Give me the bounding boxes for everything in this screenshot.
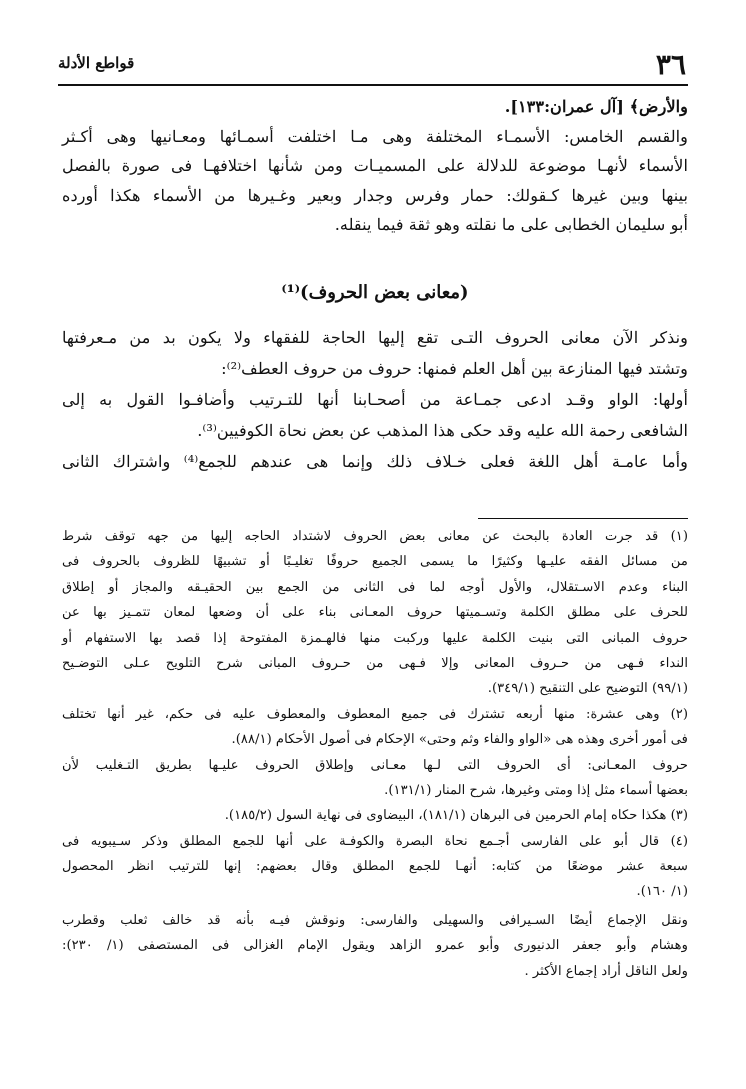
text-line: بينها وبين غيرها كـقولك: حمار وفرس وجدار وبعير وغـيرها من الأسماء هكذا أورده xyxy=(62,185,688,205)
text-line: وتشتد فيها المنازعة بين أهل العلم فمنها: حروف من حروف العطف⁽²⁾: xyxy=(221,359,688,378)
footnote-line: بعضها أسماء مثل إذا ومتى وغيرها، شرح المنار (١٣١/١). xyxy=(384,782,688,798)
footnote-line: (٤) قال أبو على الفارسى أجـمع نحاة البصرة والكوفـة على أنها للجمع المطلق وذكر سـيبويه فى xyxy=(62,833,688,849)
text-line: الأسماء لأنهـا موضوعة للدلالة على المسميـات ومن شأنها اختلافهـا فى صورة بالفصل xyxy=(62,156,688,176)
text-line: الشافعى رحمة الله عليه وقد حكى هذا المذهب عن بعض نحاة الكوفيين⁽³⁾. xyxy=(197,421,688,440)
text-line: وأما عامـة أهل اللغة فعلى خـلاف ذلك وإنما هى عندهم للجمع⁽⁴⁾ واشتراك الثانى xyxy=(62,452,688,471)
footnote-line: ونقل الإجماع أيضًا السـيرافى والسهيلى والفارسى: ونوقش فيـه بأنه قد خالف ثعلب وقطرب xyxy=(62,912,688,928)
footnote-line: (٢) وهى عشرة: منها أربعه تشترك فى جميع المعطوف والمعطوف عليه فى حكم، غير أنها تختلف xyxy=(62,706,688,722)
footnotes xyxy=(62,524,688,984)
footnote-line: (٣) هكذا حكاه إمام الحرمين فى البرهان (١٨١/١)، البيضاوى فى نهاية السول (١٨٥/٢). xyxy=(224,808,688,824)
section-title: (معانى بعض الحروف)⁽¹⁾ xyxy=(281,282,469,303)
footnote-line: ولعل الناقل أراد إجماع الأكثر . xyxy=(524,963,688,979)
text-line: والأرض﴾ [آل عمران:١٣٣]. xyxy=(504,97,688,116)
footnote-line: من مسائل الفقه عليـها وكثيرًا ما يسمى الجميع حروفًا تغليـبًا أو تشبيهًا للظروف بالحروف فى xyxy=(62,554,688,570)
text-line: والقسم الخامس: الأسمـاء المختلفة وهى مـا اختلفت أسمـائها ومعـانيها وهى أكـثر xyxy=(62,126,688,146)
running-title: قواطع الأدلة xyxy=(58,54,135,72)
footnote-separator xyxy=(478,518,688,519)
main-text-continued xyxy=(62,322,688,477)
footnote-line: (١/ ١٦٠). xyxy=(636,884,688,900)
footnote-line: حروف المعـانى: أى الحروف التى لـها معـانى وإطلاق الحروف عليـها بطريق التـغليب لأن xyxy=(62,757,688,773)
footnote-line: البناء وعدم الاسـتقلال، والأول أوجه لما فى الثانى من الجمع بين الحقيـقه والمجاز أو إطلاق xyxy=(62,579,688,595)
text-line: أبو سليمان الخطابى على ما نقلته وهو ثقة فيما ينقله. xyxy=(334,215,688,235)
text-line: أولها: الواو وقـد ادعى جمـاعة من أصحـابنا أنها للتـرتيب وأضافـوا القول به إلى xyxy=(62,390,688,409)
footnote-line: (١) قد جرت العادة بالبحث عن معانى بعض الحروف لاشتداد الحاجه إليها من جهه توقف شرط xyxy=(62,529,688,544)
footnote-line: النداء فـهى من حـروف المعانى وإلا فـهى من حـروف المبانى شرح التلويح عـلى التوضـيح xyxy=(62,655,688,671)
footnote-line: للحرف على مطلق الكلمة وتسـميتها حروف المعـانى بناء على أن وضعها لمعان تتمـيز بها عن xyxy=(62,605,688,621)
text-line: ونذكر الآن معانى الحروف التـى تقع إليها الحاجة للفقهاء ولا يكون بد من مـعرفتها xyxy=(62,328,688,347)
page-header xyxy=(58,50,686,84)
footnote-line: سبعة عشر موضعًا من كتابه: أنهـا للجمع المطلق وقال بعضهم: إنها للترتيب انظر المحصول xyxy=(62,859,688,875)
main-text xyxy=(62,92,688,240)
footnote-line: فى أمور أخرى وهذه هى «الواو والفاء وثم وحتى» الإحكام فى أصول الأحكام (٨٨/١). xyxy=(231,732,688,748)
footnote-line: وهشام وأبو جعفر الدنيورى وأبو عمرو الزاهد ويقول الإمام الغزالى فى المستصفى (١/ ٢٣٠): xyxy=(62,938,688,954)
page-number: ٣٦ xyxy=(655,48,686,81)
footnote-line: حروف المبانى التى بنيت الكلمة عليها وركبت منها فالهـمزة المفتوحة إذا قصد بها الاستفهام أو xyxy=(62,630,688,646)
header-rule xyxy=(58,84,688,86)
footnote-line: (٩٩/١) التوضيح على التنقيح (٣٤٩/١). xyxy=(487,681,688,697)
